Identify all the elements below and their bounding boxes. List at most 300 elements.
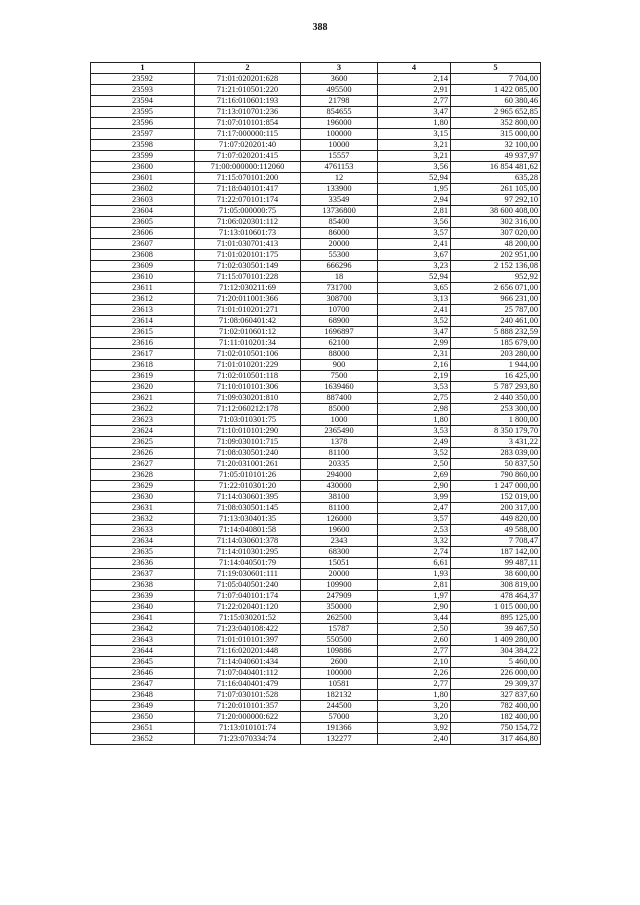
row-number-cell: 23625 — [91, 437, 195, 448]
row-number-cell: 23609 — [91, 261, 195, 272]
cadastral-number-cell: 71:05:040501:240 — [195, 580, 301, 591]
value-cell: 5 787 293,80 — [451, 382, 541, 393]
table-row — [91, 492, 541, 503]
rate-cell: 3,44 — [378, 613, 451, 624]
value-cell: 60 380,46 — [451, 96, 541, 107]
table-row — [91, 217, 541, 228]
table-row — [91, 657, 541, 668]
cadastral-number-cell: 71:09:030201:810 — [195, 393, 301, 404]
row-number-cell: 23613 — [91, 305, 195, 316]
area-cell: 62100 — [301, 338, 378, 349]
table-row — [91, 305, 541, 316]
value-cell: 449 820,00 — [451, 514, 541, 525]
cadastral-number-cell: 71:16:020201:448 — [195, 646, 301, 657]
area-cell: 2365490 — [301, 426, 378, 437]
area-cell: 350000 — [301, 602, 378, 613]
cadastral-number-cell: 71:14:040601:434 — [195, 657, 301, 668]
area-cell: 3600 — [301, 74, 378, 85]
area-cell: 900 — [301, 360, 378, 371]
rate-cell: 3,13 — [378, 294, 451, 305]
cadastral-value-table — [90, 62, 541, 745]
cadastral-number-cell: 71:01:020201:628 — [195, 74, 301, 85]
cadastral-number-cell: 71:07:030101:528 — [195, 690, 301, 701]
rate-cell: 2,91 — [378, 85, 451, 96]
table-row — [91, 261, 541, 272]
table-row — [91, 382, 541, 393]
area-cell: 10000 — [301, 140, 378, 151]
rate-cell: 3,52 — [378, 448, 451, 459]
row-number-cell: 23605 — [91, 217, 195, 228]
rate-cell: 3,21 — [378, 140, 451, 151]
area-cell: 182132 — [301, 690, 378, 701]
cadastral-number-cell: 71:13:010101:74 — [195, 723, 301, 734]
row-number-cell: 23644 — [91, 646, 195, 657]
value-cell: 39 467,50 — [451, 624, 541, 635]
value-cell: 182 400,00 — [451, 712, 541, 723]
row-number-cell: 23616 — [91, 338, 195, 349]
area-cell: 86000 — [301, 228, 378, 239]
value-cell: 304 384,22 — [451, 646, 541, 657]
area-cell: 20000 — [301, 569, 378, 580]
value-cell: 790 860,00 — [451, 470, 541, 481]
table-row — [91, 426, 541, 437]
area-cell: 133900 — [301, 184, 378, 195]
value-cell: 895 125,00 — [451, 613, 541, 624]
table-row — [91, 404, 541, 415]
rate-cell: 2,19 — [378, 371, 451, 382]
column-header-4: 4 — [378, 63, 451, 74]
row-number-cell: 23649 — [91, 701, 195, 712]
row-number-cell: 23607 — [91, 239, 195, 250]
row-number-cell: 23608 — [91, 250, 195, 261]
row-number-cell: 23593 — [91, 85, 195, 96]
value-cell: 16 425,00 — [451, 371, 541, 382]
rate-cell: 3,99 — [378, 492, 451, 503]
table-row — [91, 624, 541, 635]
row-number-cell: 23622 — [91, 404, 195, 415]
column-header-2: 2 — [195, 63, 301, 74]
table-row — [91, 459, 541, 470]
rate-cell: 2,60 — [378, 635, 451, 646]
row-number-cell: 23651 — [91, 723, 195, 734]
table-header-row — [91, 63, 541, 74]
rate-cell: 2,99 — [378, 338, 451, 349]
rate-cell: 2,77 — [378, 679, 451, 690]
area-cell: 731700 — [301, 283, 378, 294]
rate-cell: 2,77 — [378, 646, 451, 657]
area-cell: 1639460 — [301, 382, 378, 393]
area-cell: 2600 — [301, 657, 378, 668]
table-row — [91, 360, 541, 371]
value-cell: 966 231,00 — [451, 294, 541, 305]
area-cell: 887400 — [301, 393, 378, 404]
row-number-cell: 23648 — [91, 690, 195, 701]
row-number-cell: 23646 — [91, 668, 195, 679]
value-cell: 5 888 232,59 — [451, 327, 541, 338]
value-cell: 2 152 136,08 — [451, 261, 541, 272]
table-row — [91, 327, 541, 338]
cadastral-number-cell: 71:10:010101:306 — [195, 382, 301, 393]
cadastral-number-cell: 71:14:030601:378 — [195, 536, 301, 547]
value-cell: 38 600 408,00 — [451, 206, 541, 217]
cadastral-number-cell: 71:07:010101:854 — [195, 118, 301, 129]
row-number-cell: 23628 — [91, 470, 195, 481]
table-row — [91, 701, 541, 712]
row-number-cell: 23603 — [91, 195, 195, 206]
cadastral-number-cell: 71:12:030211:69 — [195, 283, 301, 294]
value-cell: 283 039,00 — [451, 448, 541, 459]
table-row — [91, 129, 541, 140]
value-cell: 308 819,00 — [451, 580, 541, 591]
row-number-cell: 23633 — [91, 525, 195, 536]
row-number-cell: 23630 — [91, 492, 195, 503]
cadastral-number-cell: 71:18:040101:417 — [195, 184, 301, 195]
cadastral-number-cell: 71:09:030101:715 — [195, 437, 301, 448]
cadastral-number-cell: 71:02:010501:106 — [195, 349, 301, 360]
rate-cell: 1,80 — [378, 690, 451, 701]
table-row — [91, 734, 541, 745]
cadastral-number-cell: 71:15:070101:200 — [195, 173, 301, 184]
cadastral-number-cell: 71:15:070101:228 — [195, 272, 301, 283]
table-row — [91, 415, 541, 426]
table-row — [91, 371, 541, 382]
cadastral-number-cell: 71:16:010601:193 — [195, 96, 301, 107]
area-cell: 191366 — [301, 723, 378, 734]
value-cell: 307 020,00 — [451, 228, 541, 239]
value-cell: 782 400,00 — [451, 701, 541, 712]
rate-cell: 2,53 — [378, 525, 451, 536]
table-row — [91, 514, 541, 525]
value-cell: 478 464,37 — [451, 591, 541, 602]
row-number-cell: 23620 — [91, 382, 195, 393]
cadastral-number-cell: 71:11:010201:34 — [195, 338, 301, 349]
rate-cell: 52,94 — [378, 272, 451, 283]
value-cell: 5 460,00 — [451, 657, 541, 668]
cadastral-number-cell: 71:16:040401:479 — [195, 679, 301, 690]
value-cell: 240 461,00 — [451, 316, 541, 327]
rate-cell: 2,41 — [378, 305, 451, 316]
cadastral-number-cell: 71:17:000000:115 — [195, 129, 301, 140]
value-cell: 152 019,00 — [451, 492, 541, 503]
row-number-cell: 23606 — [91, 228, 195, 239]
area-cell: 308700 — [301, 294, 378, 305]
rate-cell: 2,90 — [378, 602, 451, 613]
table-row — [91, 723, 541, 734]
area-cell: 109900 — [301, 580, 378, 591]
column-header-1: 1 — [91, 63, 195, 74]
rate-cell: 3,52 — [378, 316, 451, 327]
column-header-3: 3 — [301, 63, 378, 74]
rate-cell: 2,69 — [378, 470, 451, 481]
value-cell: 187 142,00 — [451, 547, 541, 558]
cadastral-number-cell: 71:20:031001:261 — [195, 459, 301, 470]
rate-cell: 2,49 — [378, 437, 451, 448]
value-cell: 1 015 000,00 — [451, 602, 541, 613]
row-number-cell: 23632 — [91, 514, 195, 525]
value-cell: 2 656 071,00 — [451, 283, 541, 294]
table-row — [91, 338, 541, 349]
value-cell: 48 200,00 — [451, 239, 541, 250]
table-row — [91, 118, 541, 129]
row-number-cell: 23635 — [91, 547, 195, 558]
rate-cell: 3,47 — [378, 107, 451, 118]
cadastral-number-cell: 71:03:010301:75 — [195, 415, 301, 426]
cadastral-number-cell: 71:12:060212:178 — [195, 404, 301, 415]
rate-cell: 2,47 — [378, 503, 451, 514]
rate-cell: 2,77 — [378, 96, 451, 107]
value-cell: 1 800,00 — [451, 415, 541, 426]
table-row — [91, 140, 541, 151]
area-cell: 20000 — [301, 239, 378, 250]
cadastral-number-cell: 71:01:030701:413 — [195, 239, 301, 250]
rate-cell: 6,61 — [378, 558, 451, 569]
area-cell: 15787 — [301, 624, 378, 635]
cadastral-number-cell: 71:22:010301:20 — [195, 481, 301, 492]
cadastral-number-cell: 71:15:030201:52 — [195, 613, 301, 624]
cadastral-number-cell: 71:22:020401:120 — [195, 602, 301, 613]
area-cell: 68900 — [301, 316, 378, 327]
value-cell: 635,28 — [451, 173, 541, 184]
area-cell: 68300 — [301, 547, 378, 558]
cadastral-number-cell: 71:14:010301:295 — [195, 547, 301, 558]
row-number-cell: 23617 — [91, 349, 195, 360]
row-number-cell: 23631 — [91, 503, 195, 514]
value-cell: 952,92 — [451, 272, 541, 283]
table-row — [91, 195, 541, 206]
area-cell: 10581 — [301, 679, 378, 690]
row-number-cell: 23643 — [91, 635, 195, 646]
cadastral-number-cell: 71:14:040501:79 — [195, 558, 301, 569]
cadastral-number-cell: 71:01:010101:397 — [195, 635, 301, 646]
table-row — [91, 294, 541, 305]
table-row — [91, 206, 541, 217]
table-row — [91, 635, 541, 646]
area-cell: 12 — [301, 173, 378, 184]
area-cell: 430000 — [301, 481, 378, 492]
area-cell: 132277 — [301, 734, 378, 745]
cadastral-number-cell: 71:14:040801:58 — [195, 525, 301, 536]
row-number-cell: 23612 — [91, 294, 195, 305]
rate-cell: 2,81 — [378, 580, 451, 591]
rate-cell: 3,53 — [378, 426, 451, 437]
area-cell: 666296 — [301, 261, 378, 272]
row-number-cell: 23623 — [91, 415, 195, 426]
value-cell: 203 280,00 — [451, 349, 541, 360]
row-number-cell: 23597 — [91, 129, 195, 140]
table-row — [91, 536, 541, 547]
value-cell: 50 837,50 — [451, 459, 541, 470]
area-cell: 55300 — [301, 250, 378, 261]
cadastral-number-cell: 71:19:030601:111 — [195, 569, 301, 580]
row-number-cell: 23619 — [91, 371, 195, 382]
table-row — [91, 569, 541, 580]
value-cell: 49 588,00 — [451, 525, 541, 536]
cadastral-number-cell: 71:08:030501:145 — [195, 503, 301, 514]
rate-cell: 2,90 — [378, 481, 451, 492]
row-number-cell: 23614 — [91, 316, 195, 327]
column-header-5: 5 — [451, 63, 541, 74]
value-cell: 352 800,00 — [451, 118, 541, 129]
row-number-cell: 23594 — [91, 96, 195, 107]
rate-cell: 2,74 — [378, 547, 451, 558]
table-row — [91, 503, 541, 514]
cadastral-number-cell: 71:13:030401:35 — [195, 514, 301, 525]
area-cell: 1378 — [301, 437, 378, 448]
rate-cell: 2,98 — [378, 404, 451, 415]
rate-cell: 3,65 — [378, 283, 451, 294]
row-number-cell: 23647 — [91, 679, 195, 690]
area-cell: 1696897 — [301, 327, 378, 338]
area-cell: 38100 — [301, 492, 378, 503]
table-row — [91, 151, 541, 162]
area-cell: 100000 — [301, 129, 378, 140]
area-cell: 109886 — [301, 646, 378, 657]
table-row — [91, 580, 541, 591]
row-number-cell: 23636 — [91, 558, 195, 569]
cadastral-number-cell: 71:05:000000:75 — [195, 206, 301, 217]
cadastral-number-cell: 71:20:011001:366 — [195, 294, 301, 305]
rate-cell: 2,40 — [378, 734, 451, 745]
row-number-cell: 23621 — [91, 393, 195, 404]
row-number-cell: 23642 — [91, 624, 195, 635]
rate-cell: 2,50 — [378, 459, 451, 470]
row-number-cell: 23598 — [91, 140, 195, 151]
cadastral-number-cell: 71:22:070101:174 — [195, 195, 301, 206]
rate-cell: 1,95 — [378, 184, 451, 195]
area-cell: 85400 — [301, 217, 378, 228]
cadastral-number-cell: 71:08:060401:42 — [195, 316, 301, 327]
cadastral-number-cell: 71:23:040108:422 — [195, 624, 301, 635]
rate-cell: 3,67 — [378, 250, 451, 261]
area-cell: 85000 — [301, 404, 378, 415]
value-cell: 302 316,00 — [451, 217, 541, 228]
cadastral-number-cell: 71:01:010201:271 — [195, 305, 301, 316]
row-number-cell: 23639 — [91, 591, 195, 602]
table-row — [91, 448, 541, 459]
cadastral-number-cell: 71:02:010601:12 — [195, 327, 301, 338]
row-number-cell: 23627 — [91, 459, 195, 470]
cadastral-number-cell: 71:14:030601:395 — [195, 492, 301, 503]
row-number-cell: 23615 — [91, 327, 195, 338]
cadastral-number-cell: 71:05:010101:26 — [195, 470, 301, 481]
area-cell: 81100 — [301, 448, 378, 459]
cadastral-number-cell: 71:20:000000:622 — [195, 712, 301, 723]
row-number-cell: 23601 — [91, 173, 195, 184]
rate-cell: 2,14 — [378, 74, 451, 85]
value-cell: 97 292,10 — [451, 195, 541, 206]
rate-cell: 1,97 — [378, 591, 451, 602]
area-cell: 1000 — [301, 415, 378, 426]
rate-cell: 2,10 — [378, 657, 451, 668]
table-row — [91, 613, 541, 624]
rate-cell: 3,92 — [378, 723, 451, 734]
value-cell: 32 100,00 — [451, 140, 541, 151]
rate-cell: 1,80 — [378, 415, 451, 426]
rate-cell: 3,56 — [378, 162, 451, 173]
table-row — [91, 228, 541, 239]
area-cell: 294000 — [301, 470, 378, 481]
table-row — [91, 712, 541, 723]
table-row — [91, 437, 541, 448]
table-row — [91, 349, 541, 360]
row-number-cell: 23641 — [91, 613, 195, 624]
area-cell: 4761153 — [301, 162, 378, 173]
table-row — [91, 316, 541, 327]
rate-cell: 2,81 — [378, 206, 451, 217]
cadastral-number-cell: 71:01:010201:229 — [195, 360, 301, 371]
table-row — [91, 547, 541, 558]
area-cell: 21798 — [301, 96, 378, 107]
table-row — [91, 272, 541, 283]
table-row — [91, 173, 541, 184]
value-cell: 253 300,00 — [451, 404, 541, 415]
rate-cell: 2,75 — [378, 393, 451, 404]
rate-cell: 1,93 — [378, 569, 451, 580]
area-cell: 33549 — [301, 195, 378, 206]
row-number-cell: 23610 — [91, 272, 195, 283]
rate-cell: 52,94 — [378, 173, 451, 184]
page-number: 388 — [312, 22, 328, 33]
cadastral-number-cell: 71:07:040401:112 — [195, 668, 301, 679]
row-number-cell: 23626 — [91, 448, 195, 459]
row-number-cell: 23634 — [91, 536, 195, 547]
row-number-cell: 23602 — [91, 184, 195, 195]
rate-cell: 3,32 — [378, 536, 451, 547]
value-cell: 38 600,00 — [451, 569, 541, 580]
cadastral-number-cell: 71:20:010101:357 — [195, 701, 301, 712]
rate-cell: 3,53 — [378, 382, 451, 393]
value-cell: 317 464,80 — [451, 734, 541, 745]
area-cell: 247909 — [301, 591, 378, 602]
area-cell: 2343 — [301, 536, 378, 547]
table-row — [91, 646, 541, 657]
value-cell: 200 317,00 — [451, 503, 541, 514]
row-number-cell: 23645 — [91, 657, 195, 668]
area-cell: 244500 — [301, 701, 378, 712]
rate-cell: 3,20 — [378, 712, 451, 723]
area-cell: 10700 — [301, 305, 378, 316]
value-cell: 185 679,00 — [451, 338, 541, 349]
row-number-cell: 23599 — [91, 151, 195, 162]
cadastral-number-cell: 71:13:010701:236 — [195, 107, 301, 118]
row-number-cell: 23624 — [91, 426, 195, 437]
area-cell: 19600 — [301, 525, 378, 536]
value-cell: 25 787,00 — [451, 305, 541, 316]
value-cell: 8 350 179,70 — [451, 426, 541, 437]
table-row — [91, 679, 541, 690]
row-number-cell: 23600 — [91, 162, 195, 173]
table-row — [91, 283, 541, 294]
area-cell: 20335 — [301, 459, 378, 470]
row-number-cell: 23618 — [91, 360, 195, 371]
rate-cell: 3,57 — [378, 228, 451, 239]
row-number-cell: 23638 — [91, 580, 195, 591]
row-number-cell: 23592 — [91, 74, 195, 85]
area-cell: 13736800 — [301, 206, 378, 217]
area-cell: 18 — [301, 272, 378, 283]
area-cell: 88000 — [301, 349, 378, 360]
table-row — [91, 690, 541, 701]
value-cell: 7 708,47 — [451, 536, 541, 547]
value-cell: 327 837,60 — [451, 690, 541, 701]
row-number-cell: 23650 — [91, 712, 195, 723]
rate-cell: 3,23 — [378, 261, 451, 272]
area-cell: 15557 — [301, 151, 378, 162]
cadastral-number-cell: 71:07:040101:174 — [195, 591, 301, 602]
value-cell: 29 309,37 — [451, 679, 541, 690]
area-cell: 854655 — [301, 107, 378, 118]
rate-cell: 3,20 — [378, 701, 451, 712]
